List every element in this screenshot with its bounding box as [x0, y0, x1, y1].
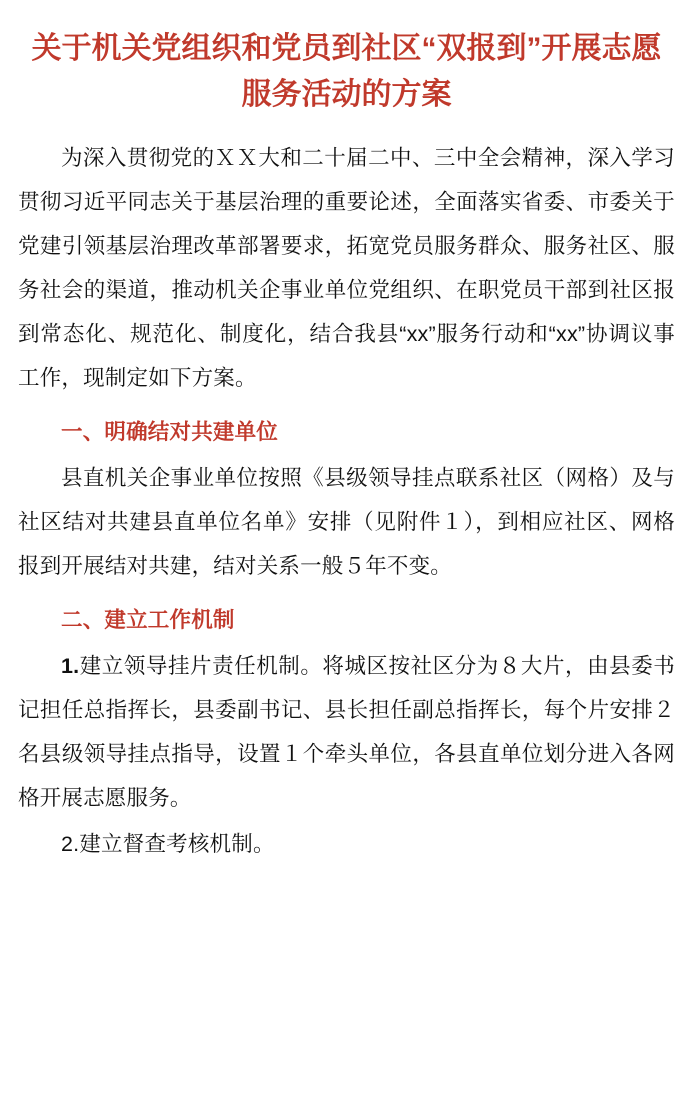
paragraph-item-one-lead: 1.	[61, 654, 80, 678]
paragraph-section-one-body: 县直机关企事业单位按照《县级领导挂点联系社区（网格）及与社区结对共建县直单位名单》安排（见附件１），到相应社区、网格报到开展结对共建，结对关系一般５年不变。	[18, 466, 675, 578]
paragraph-item-one-text: 建立领导挂片责任机制。将城区按社区分为８大片，由县委书记担任总指挥长，县委副书记、县长担任副总指挥长，每个片安排２名县级领导挂点指导，设置１个牵头单位，各县直单位划分进入各网格开展志愿服务。	[18, 654, 675, 810]
paragraph-intro: 为深入贯彻党的ＸＸ大和二十届二中、三中全会精神，深入学习贯彻习近平同志关于基层治理的重要论述，全面落实省委、市委关于党建引领基层治理改革部署要求，拓宽党员服务群众、服务社区、服务社会的渠道，推动机关企事业单位党组织、在职党员干部到社区报到常态化、规范化、制度化，结合我县“xx”服务行动和“xx”协调议事工作，现制定如下方案。	[18, 146, 675, 390]
paragraph-item-two-text: 建立督查考核机制。	[79, 832, 275, 856]
section-heading-one: 一、明确结对共建单位	[61, 420, 279, 444]
paragraph-item-one	[18, 644, 675, 820]
paragraph-item-two	[18, 822, 675, 866]
document-title: 关于机关党组织和党员到社区“双报到”开展志愿服务活动的方案	[31, 32, 662, 111]
section-heading-two: 二、建立工作机制	[61, 608, 235, 632]
paragraph-item-two-lead: 2.	[61, 832, 80, 856]
